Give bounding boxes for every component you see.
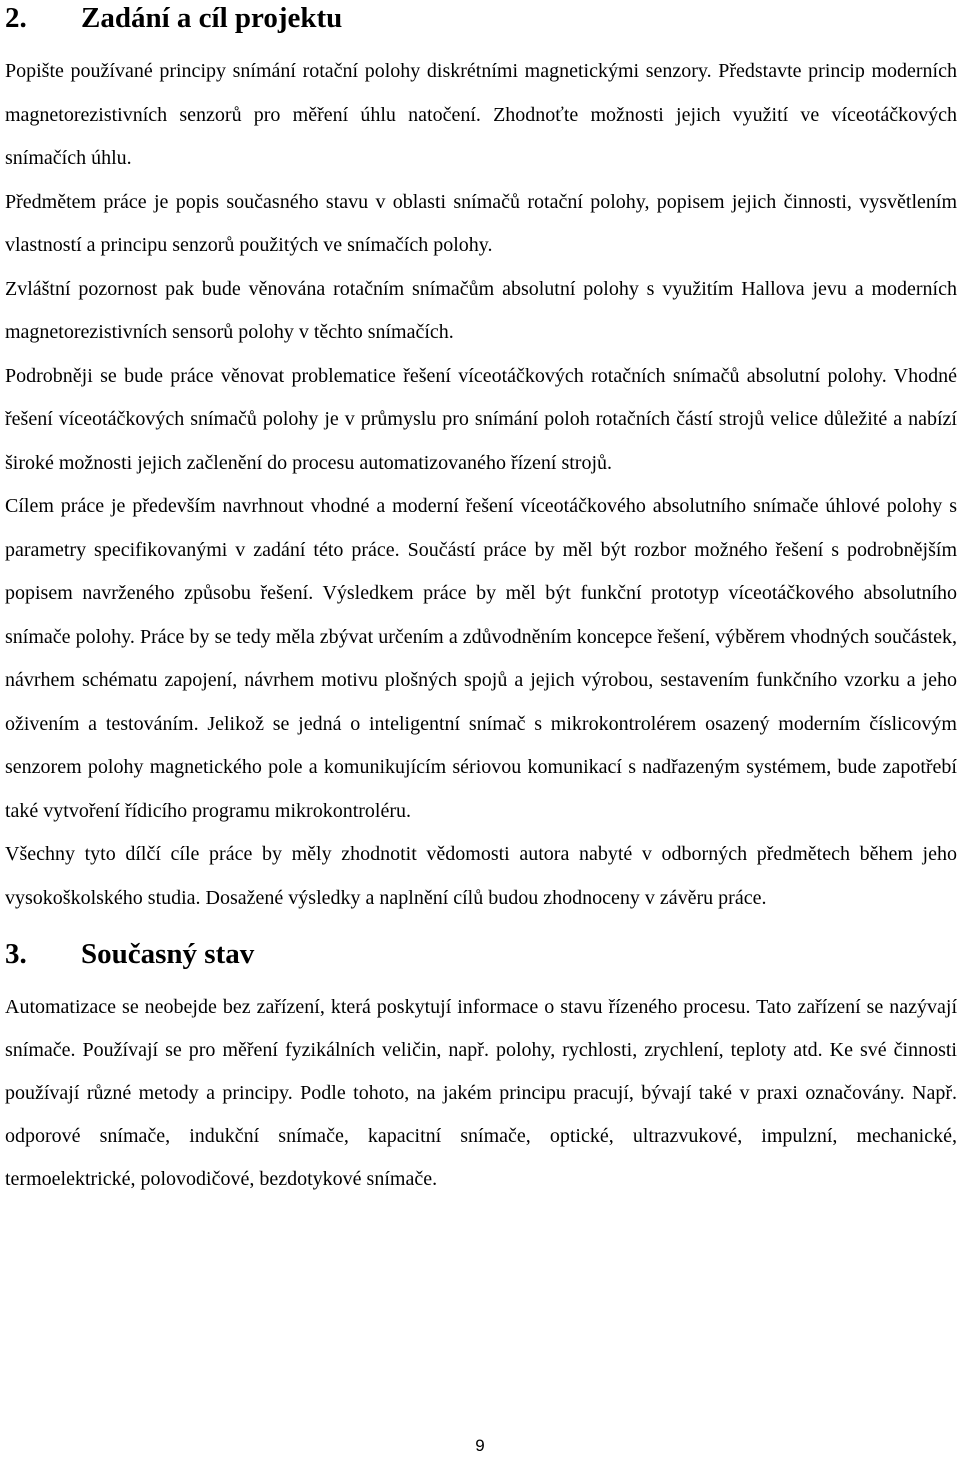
document-page xyxy=(5,0,957,1201)
paragraph: Automatizace se neobejde bez zařízení, která poskytují informace o stavu řízeného procesu. Tato zařízení se nazývají snímače. Používají se pro měření fyzikálních veličin, např. polohy, rychlosti, zrychlení, teploty atd. Ke své činnosti používají různé metody a principy. Podle tohoto, na jakém principu pracují, bývají také v praxi označovány. Např. odporové snímače, indukční snímače, kapacitní snímače, optické, ultrazvukové, impulzní, mechanické, termoelektrické, polovodičové, bezdotykové snímače. xyxy=(5,996,957,1190)
page-number: 9 xyxy=(475,1436,485,1455)
section-number: 3. xyxy=(5,938,27,970)
section-title: Současný stav xyxy=(81,938,255,970)
paragraph: Cílem práce je především navrhnout vhodné a moderní řešení víceotáčkového absolutního snímače úhlové polohy s parametry specifikovanými v zadání této práce. Součástí práce by měl být rozbor možného řešení s podrobnějším popisem navrženého způsobu řešení. Výsledkem práce by měl být funkční prototyp víceotáčkového absolutního snímače polohy. Práce by se tedy měla zbývat určením a zdůvodněním koncepce řešení, výběrem vhodných součástek, návrhem schématu zapojení, návrhem motivu plošných spojů a jejich výrobou, sestavením funkčního vzorku a jeho oživením a testováním. Jelikož se jedná o inteligentní snímač s mikrokontrolérem osazený moderním číslicovým senzorem polohy magnetického pole a komunikujícím sériovou komunikací s nadřazeným systémem, bude zapotřebí také vytvoření řídicího programu mikrokontroléru. xyxy=(5,495,957,822)
section-heading xyxy=(5,0,957,36)
paragraph: Podrobněji se bude práce věnovat problematice řešení víceotáčkových rotačních snímačů absolutní polohy. Vhodné řešení víceotáčkových snímačů polohy je v průmyslu pro snímání poloh rotačních částí strojů velice důležité a nabízí široké možnosti jejich začlenění do procesu automatizovaného řízení strojů. xyxy=(5,364,957,474)
section-heading xyxy=(5,936,957,972)
paragraph: Předmětem práce je popis současného stavu v oblasti snímačů rotační polohy, popisem jejich činnosti, vysvětlením vlastností a principu senzorů použitých ve snímačích polohy. xyxy=(5,190,957,256)
paragraph: Popište používané principy snímání rotační polohy diskrétními magnetickými senzory. Představte princip moderních magnetorezistivních senzorů pro měření úhlu natočení. Zhodnoťte možnosti jejich využití ve víceotáčkových snímačích úhlu. xyxy=(5,60,957,169)
paragraph: Zvláštní pozornost pak bude věnována rotačním snímačům absolutní polohy s využitím Hallova jevu a moderních magnetorezistivních sensorů polohy v těchto snímačích. xyxy=(5,277,957,343)
paragraph: Všechny tyto dílčí cíle práce by měly zhodnotit vědomosti autora nabyté v odborných předmětech během jeho vysokoškolského studia. Dosažené výsledky a naplnění cílů budou zhodnoceny v závěru práce. xyxy=(5,843,957,909)
section-title: Zadání a cíl projektu xyxy=(81,2,343,34)
section-number: 2. xyxy=(5,2,27,34)
